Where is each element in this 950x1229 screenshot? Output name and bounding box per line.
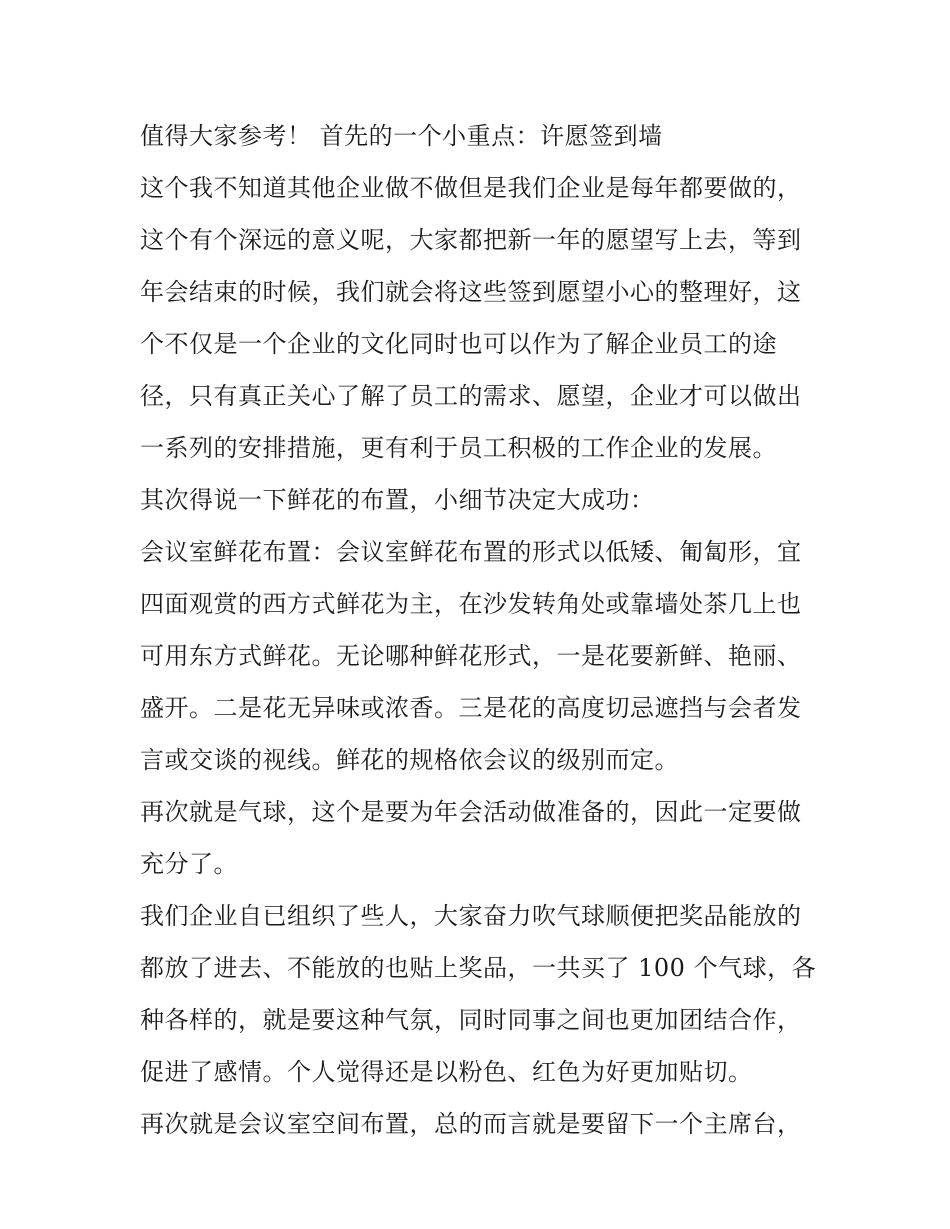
text-line: 年会结束的时候，我们就会将这些签到愿望小心的整理好，这 [140, 278, 802, 306]
text-line: 这个我不知道其他企业做不做但是我们企业是每年都要做的， [140, 174, 802, 202]
document-body [140, 110, 820, 1150]
text-line: 一系列的安排措施，更有利于员工积极的工作企业的发展。 [140, 434, 777, 462]
text-line: 其次得说一下鲜花的布置，小细节决定大成功： [140, 486, 655, 514]
text-line: 值得大家参考！ 首先的一个小重点：许愿签到墙 [140, 122, 663, 150]
text-line: 言或交谈的视线。鲜花的规格依会议的级别而定。 [140, 746, 679, 774]
text-line: 盛开。二是花无异味或浓香。三是花的高度切忌遮挡与会者发 [140, 694, 802, 722]
text-line: 这个有个深远的意义呢，大家都把新一年的愿望写上去，等到 [140, 226, 802, 254]
text-line: 充分了。 [140, 850, 238, 878]
text-line: 再次就是会议室空间布置，总的而言就是要留下一个主席台， [140, 1110, 802, 1138]
text-line: 我们企业自已组织了些人，大家奋力吹气球顺便把奖品能放的 [140, 902, 802, 930]
text-line: 个不仅是一个企业的文化同时也可以作为了解企业员工的途 [140, 330, 777, 358]
text-line: 四面观赏的西方式鲜花为主，在沙发转角处或靠墙处茶几上也 [140, 590, 802, 618]
text-line: 再次就是气球，这个是要为年会活动做准备的，因此一定要做 [140, 798, 802, 826]
text-line: 都放了进去、不能放的也贴上奖品，一共买了 100 个气球，各 [140, 954, 817, 982]
text-line: 可用东方式鲜花。无论哪种鲜花形式，一是花要新鲜、艳丽、 [140, 642, 802, 670]
text-line: 促进了感情。个人觉得还是以粉色、红色为好更加贴切。 [140, 1058, 753, 1086]
text-line: 种各样的，就是要这种气氛，同时同事之间也更加团结合作， [140, 1006, 802, 1034]
text-line: 径，只有真正关心了解了员工的需求、愿望，企业才可以做出 [140, 382, 802, 410]
text-line: 会议室鲜花布置：会议室鲜花布置的形式以低矮、匍匐形，宜 [140, 538, 802, 566]
